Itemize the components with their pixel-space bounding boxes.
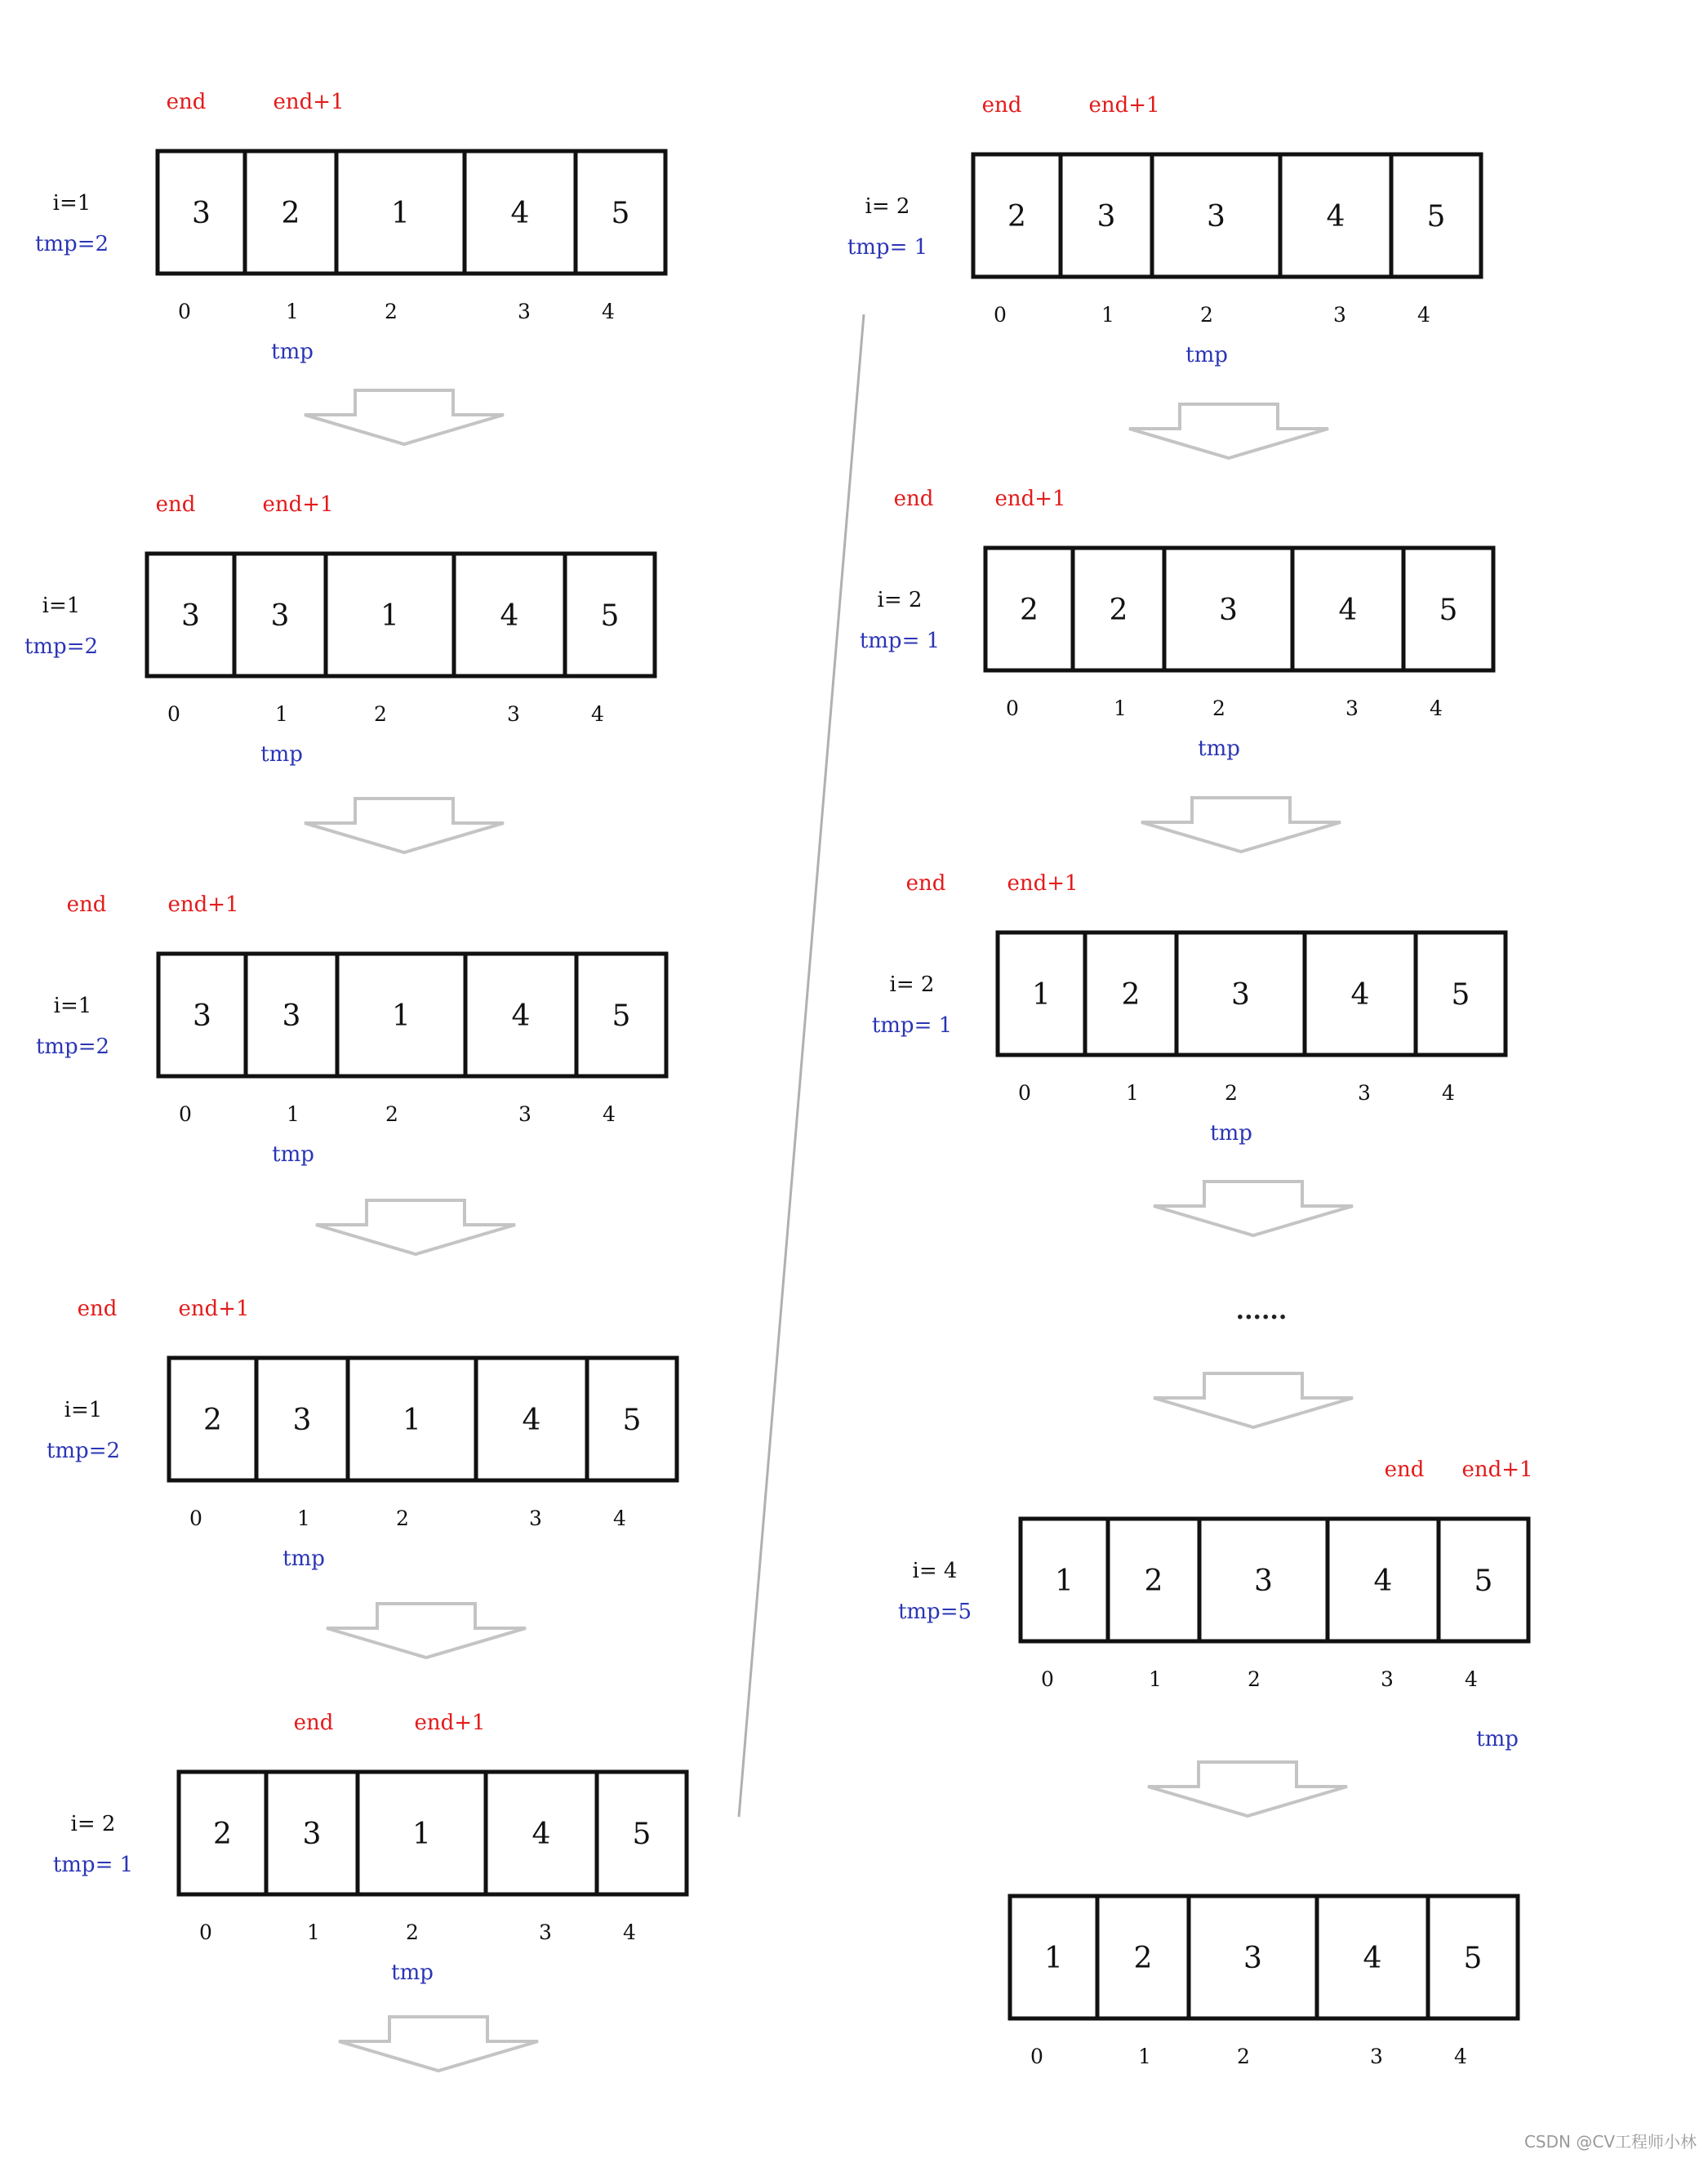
end-plus-1-pointer-label: end+1: [994, 487, 1066, 511]
i-label: i= 2: [70, 1812, 116, 1836]
ellipsis: ......: [1235, 1297, 1288, 1325]
array-step-7: [860, 487, 1493, 761]
cell-value-4: 5: [1451, 978, 1470, 1012]
index-label-3: 3: [1345, 697, 1359, 720]
tmp-pointer-label: tmp: [391, 1960, 434, 1985]
index-label-4: 4: [1430, 697, 1443, 720]
cell-value-1: 2: [1109, 594, 1128, 627]
tmp-value-label: tmp=5: [897, 1600, 972, 1624]
cell-value-3: 4: [510, 197, 530, 230]
cell-value-0: 1: [1032, 978, 1051, 1012]
down-arrow-icon: [1129, 404, 1328, 458]
index-label-3: 3: [1370, 2045, 1383, 2068]
watermark: CSDN @CV工程师小林: [1523, 2132, 1697, 2152]
end-plus-1-pointer-label: end+1: [1088, 93, 1160, 118]
cell-value-3: 4: [511, 999, 531, 1033]
cell-value-1: 2: [1121, 978, 1141, 1012]
index-label-4: 4: [1442, 1081, 1455, 1105]
end-plus-1-pointer-label: end+1: [273, 90, 345, 114]
index-label-4: 4: [1417, 303, 1430, 327]
index-label-0: 0: [167, 702, 180, 726]
end-plus-1-pointer-label: end+1: [178, 1297, 250, 1321]
index-label-2: 2: [1212, 697, 1225, 720]
end-pointer-label: end: [293, 1711, 334, 1735]
tmp-pointer-label: tmp: [1210, 1121, 1252, 1146]
index-label-0: 0: [1041, 1667, 1054, 1691]
end-pointer-label: end: [166, 90, 207, 114]
cell-value-3: 4: [500, 599, 519, 633]
index-label-0: 0: [178, 300, 191, 323]
index-label-4: 4: [623, 1920, 636, 1944]
index-label-2: 2: [406, 1920, 419, 1944]
index-label-2: 2: [1248, 1667, 1261, 1691]
cell-value-1: 2: [1144, 1564, 1163, 1598]
array-step-5: [53, 1711, 687, 1985]
index-label-1: 1: [1114, 697, 1127, 720]
tmp-value-label: tmp=2: [24, 634, 99, 659]
end-plus-1-pointer-label: end+1: [167, 892, 239, 917]
index-label-3: 3: [518, 1102, 532, 1126]
array-step-9: [898, 1458, 1533, 1751]
tmp-pointer-label: tmp: [282, 1547, 325, 1571]
cell-value-2: 3: [1254, 1564, 1273, 1598]
index-label-1: 1: [1126, 1081, 1139, 1105]
down-arrow-icon: [316, 1200, 515, 1254]
down-arrow-icon: [305, 390, 504, 444]
cell-value-3: 4: [1350, 978, 1370, 1012]
index-label-1: 1: [1149, 1667, 1162, 1691]
down-arrow-icon: [1154, 1373, 1353, 1427]
cell-value-4: 5: [1474, 1564, 1493, 1598]
tmp-value-label: tmp=2: [34, 232, 109, 256]
i-label: i= 2: [877, 588, 923, 612]
array-step-4: [47, 1297, 677, 1571]
index-label-0: 0: [189, 1507, 202, 1530]
cell-value-3: 4: [532, 1818, 551, 1851]
tmp-value-label: tmp=2: [35, 1035, 110, 1059]
down-arrow-icon: [327, 1604, 526, 1658]
cell-value-2: 1: [391, 197, 410, 230]
index-label-3: 3: [1381, 1667, 1394, 1691]
index-label-0: 0: [994, 303, 1007, 327]
down-arrow-icon: [1154, 1182, 1353, 1235]
cell-value-2: 1: [412, 1818, 431, 1851]
cell-value-2: 1: [403, 1404, 421, 1437]
index-label-0: 0: [199, 1920, 212, 1944]
cell-value-3: 4: [522, 1404, 541, 1437]
cell-value-0: 2: [213, 1818, 232, 1851]
cell-value-2: 1: [392, 999, 411, 1033]
cell-value-1: 3: [282, 999, 301, 1033]
index-label-4: 4: [591, 702, 604, 726]
index-label-1: 1: [275, 702, 288, 726]
end-plus-1-pointer-label: end+1: [1007, 871, 1079, 896]
cell-value-4: 5: [600, 599, 620, 633]
i-label: i= 2: [865, 194, 910, 219]
index-label-2: 2: [374, 702, 387, 726]
index-label-1: 1: [307, 1920, 320, 1944]
cell-value-0: 2: [1007, 200, 1026, 234]
down-arrow-icon: [1148, 1762, 1347, 1816]
cell-value-3: 4: [1338, 594, 1358, 627]
tmp-pointer-label: tmp: [1185, 343, 1228, 367]
down-arrow-icon: [339, 2017, 538, 2071]
cell-value-0: 3: [181, 599, 200, 633]
index-label-2: 2: [385, 1102, 398, 1126]
cell-value-3: 4: [1373, 1564, 1393, 1598]
index-label-3: 3: [518, 300, 531, 323]
i-label: i=1: [53, 994, 92, 1018]
tmp-pointer-label: tmp: [260, 742, 303, 767]
end-pointer-label: end: [77, 1297, 118, 1321]
cell-value-3: 4: [1326, 200, 1345, 234]
tmp-value-label: tmp= 1: [871, 1013, 953, 1038]
end-pointer-label: end: [893, 487, 934, 511]
index-label-1: 1: [1101, 303, 1114, 327]
index-label-4: 4: [1454, 2045, 1467, 2068]
cell-value-1: 3: [1096, 200, 1116, 234]
cell-value-0: 1: [1055, 1564, 1074, 1598]
i-label: i= 2: [889, 972, 935, 997]
cell-value-0: 2: [203, 1404, 222, 1437]
index-label-3: 3: [1333, 303, 1346, 327]
array-step-6: [847, 93, 1481, 367]
tmp-pointer-label: tmp: [1198, 737, 1240, 761]
end-pointer-label: end: [905, 871, 946, 896]
array-step-8: [872, 871, 1506, 1146]
cell-value-1: 2: [1133, 1942, 1153, 1975]
index-label-2: 2: [1200, 303, 1213, 327]
i-label: i=1: [64, 1398, 103, 1422]
end-plus-1-pointer-label: end+1: [414, 1711, 486, 1735]
index-label-2: 2: [396, 1507, 409, 1530]
cell-value-4: 5: [622, 1404, 642, 1437]
down-arrow-icon: [1141, 798, 1341, 852]
array-step-10: [1010, 1896, 1518, 2068]
cell-value-2: 1: [380, 599, 399, 633]
tmp-value-label: tmp= 1: [52, 1853, 134, 1877]
index-label-3: 3: [507, 702, 520, 726]
index-label-3: 3: [539, 1920, 552, 1944]
index-label-2: 2: [385, 300, 398, 323]
index-label-4: 4: [603, 1102, 616, 1126]
end-pointer-label: end: [981, 93, 1022, 118]
down-arrow-icon: [305, 799, 504, 852]
index-label-4: 4: [613, 1507, 626, 1530]
tmp-value-label: tmp=2: [46, 1439, 121, 1463]
end-plus-1-pointer-label: end+1: [262, 492, 334, 517]
cell-value-1: 3: [292, 1404, 312, 1437]
index-label-1: 1: [287, 1102, 300, 1126]
index-label-2: 2: [1237, 2045, 1250, 2068]
cell-value-0: 2: [1020, 594, 1039, 627]
cell-value-4: 5: [632, 1818, 652, 1851]
end-pointer-label: end: [155, 492, 196, 517]
cell-value-4: 5: [611, 197, 630, 230]
array-step-2: [24, 492, 655, 767]
index-label-1: 1: [297, 1507, 310, 1530]
index-label-2: 2: [1225, 1081, 1238, 1105]
index-label-0: 0: [1006, 697, 1019, 720]
tmp-pointer-label: tmp: [1476, 1727, 1519, 1751]
i-label: i=1: [42, 594, 81, 618]
index-label-4: 4: [602, 300, 615, 323]
end-pointer-label: end: [1384, 1458, 1425, 1482]
cell-value-1: 3: [302, 1818, 322, 1851]
cell-value-4: 5: [1426, 200, 1446, 234]
cell-value-4: 5: [1463, 1942, 1483, 1975]
end-pointer-label: end: [66, 892, 107, 917]
index-label-0: 0: [1030, 2045, 1043, 2068]
tmp-value-label: tmp= 1: [859, 629, 941, 653]
cell-value-0: 1: [1044, 1942, 1063, 1975]
array-step-1: [35, 90, 665, 364]
cell-value-2: 3: [1243, 1942, 1262, 1975]
index-label-0: 0: [1018, 1081, 1031, 1105]
cell-value-0: 3: [192, 197, 211, 230]
index-label-3: 3: [1358, 1081, 1371, 1105]
cell-value-4: 5: [612, 999, 631, 1033]
tmp-pointer-label: tmp: [271, 340, 314, 364]
array-step-3: [36, 892, 666, 1167]
tmp-value-label: tmp= 1: [847, 235, 928, 260]
cell-value-0: 3: [193, 999, 211, 1033]
cell-value-4: 5: [1439, 594, 1458, 627]
i-label: i= 4: [912, 1559, 958, 1583]
tmp-pointer-label: tmp: [272, 1142, 314, 1167]
index-label-4: 4: [1465, 1667, 1478, 1691]
column-divider: [739, 314, 864, 1817]
cell-value-3: 4: [1363, 1942, 1382, 1975]
index-label-3: 3: [529, 1507, 542, 1530]
i-label: i=1: [52, 191, 91, 216]
cell-value-2: 3: [1219, 594, 1238, 627]
cell-value-2: 3: [1207, 200, 1225, 234]
cell-value-1: 3: [270, 599, 290, 633]
index-label-1: 1: [286, 300, 299, 323]
cell-value-2: 3: [1231, 978, 1250, 1012]
end-plus-1-pointer-label: end+1: [1461, 1458, 1533, 1482]
cell-value-1: 2: [281, 197, 300, 230]
index-label-0: 0: [179, 1102, 192, 1126]
index-label-1: 1: [1138, 2045, 1151, 2068]
